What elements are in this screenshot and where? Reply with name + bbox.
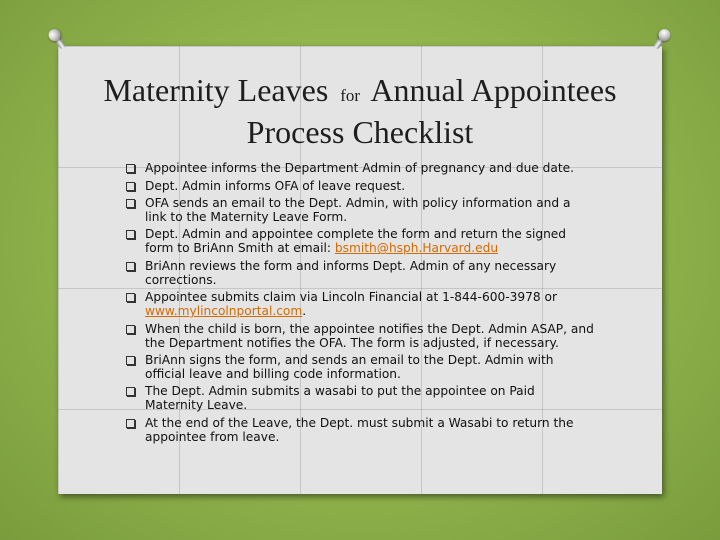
checklist-item <box>124 323 594 351</box>
checkbox-bullet-icon <box>126 325 135 334</box>
checkbox-bullet-icon <box>126 230 135 239</box>
checklist-item-text-suffix: . <box>302 304 307 319</box>
checklist-item <box>124 180 594 194</box>
checklist-item-text: The Dept. Admin submits a wasabi to put the appointee on Paid Maternity Leave. <box>145 384 535 413</box>
checkbox-bullet-icon <box>126 419 135 428</box>
checkbox-bullet-icon <box>126 262 135 271</box>
checklist-item-text: Appointee informs the Department Admin of pregnancy and due date. <box>145 161 575 175</box>
email-link[interactable]: bsmith@hsph.Harvard.edu <box>334 241 499 256</box>
portal-link[interactable]: www.mylincolnportal.com <box>145 304 303 319</box>
title-part2: Annual Appointees <box>370 72 617 108</box>
checklist-item <box>124 291 594 319</box>
checklist-item <box>124 385 594 413</box>
checkbox-bullet-icon <box>126 356 135 365</box>
checklist-item <box>124 197 594 225</box>
checklist-item-text: At the end of the Leave, the Dept. must submit a Wasabi to return the appointee from leave. <box>145 415 574 444</box>
checkbox-bullet-icon <box>126 182 135 191</box>
checklist-item <box>124 354 594 382</box>
slide-title <box>58 72 662 151</box>
checklist-item-text: Dept. Admin informs OFA of leave request. <box>145 178 406 193</box>
checklist-item <box>124 162 594 176</box>
checklist-item-text: Appointee submits claim via Lincoln Financial at 1-844-600-3978 or <box>145 290 557 305</box>
checkbox-bullet-icon <box>126 387 135 396</box>
checklist-item <box>124 417 594 445</box>
checklist-item-text: When the child is born, the appointee notifies the Dept. Admin ASAP, and the Department notifies the OFA. The form is adjusted, if necessary. <box>145 321 594 350</box>
checkbox-bullet-icon <box>126 164 135 173</box>
checklist-item-text: BriAnn reviews the form and informs Dept. Admin of any necessary corrections. <box>145 258 557 287</box>
checklist-item-text: Dept. Admin and appointee complete the form and return the signed form to BriAnn Smith at email: <box>145 227 567 256</box>
checklist-item <box>124 260 594 288</box>
title-part1: Maternity Leaves <box>103 72 329 108</box>
checkbox-bullet-icon <box>126 199 135 208</box>
checklist-item-text: BriAnn signs the form, and sends an email to the Dept. Admin with official leave and billing code information. <box>145 353 554 381</box>
checkbox-bullet-icon <box>126 293 135 302</box>
title-for: for <box>340 86 361 105</box>
process-checklist <box>124 162 594 448</box>
checklist-item-text: OFA sends an email to the Dept. Admin, with policy information and a link to the Maternity Leave Form. <box>145 196 571 224</box>
checklist-item <box>124 228 594 256</box>
title-line2: Process Checklist <box>246 114 474 150</box>
